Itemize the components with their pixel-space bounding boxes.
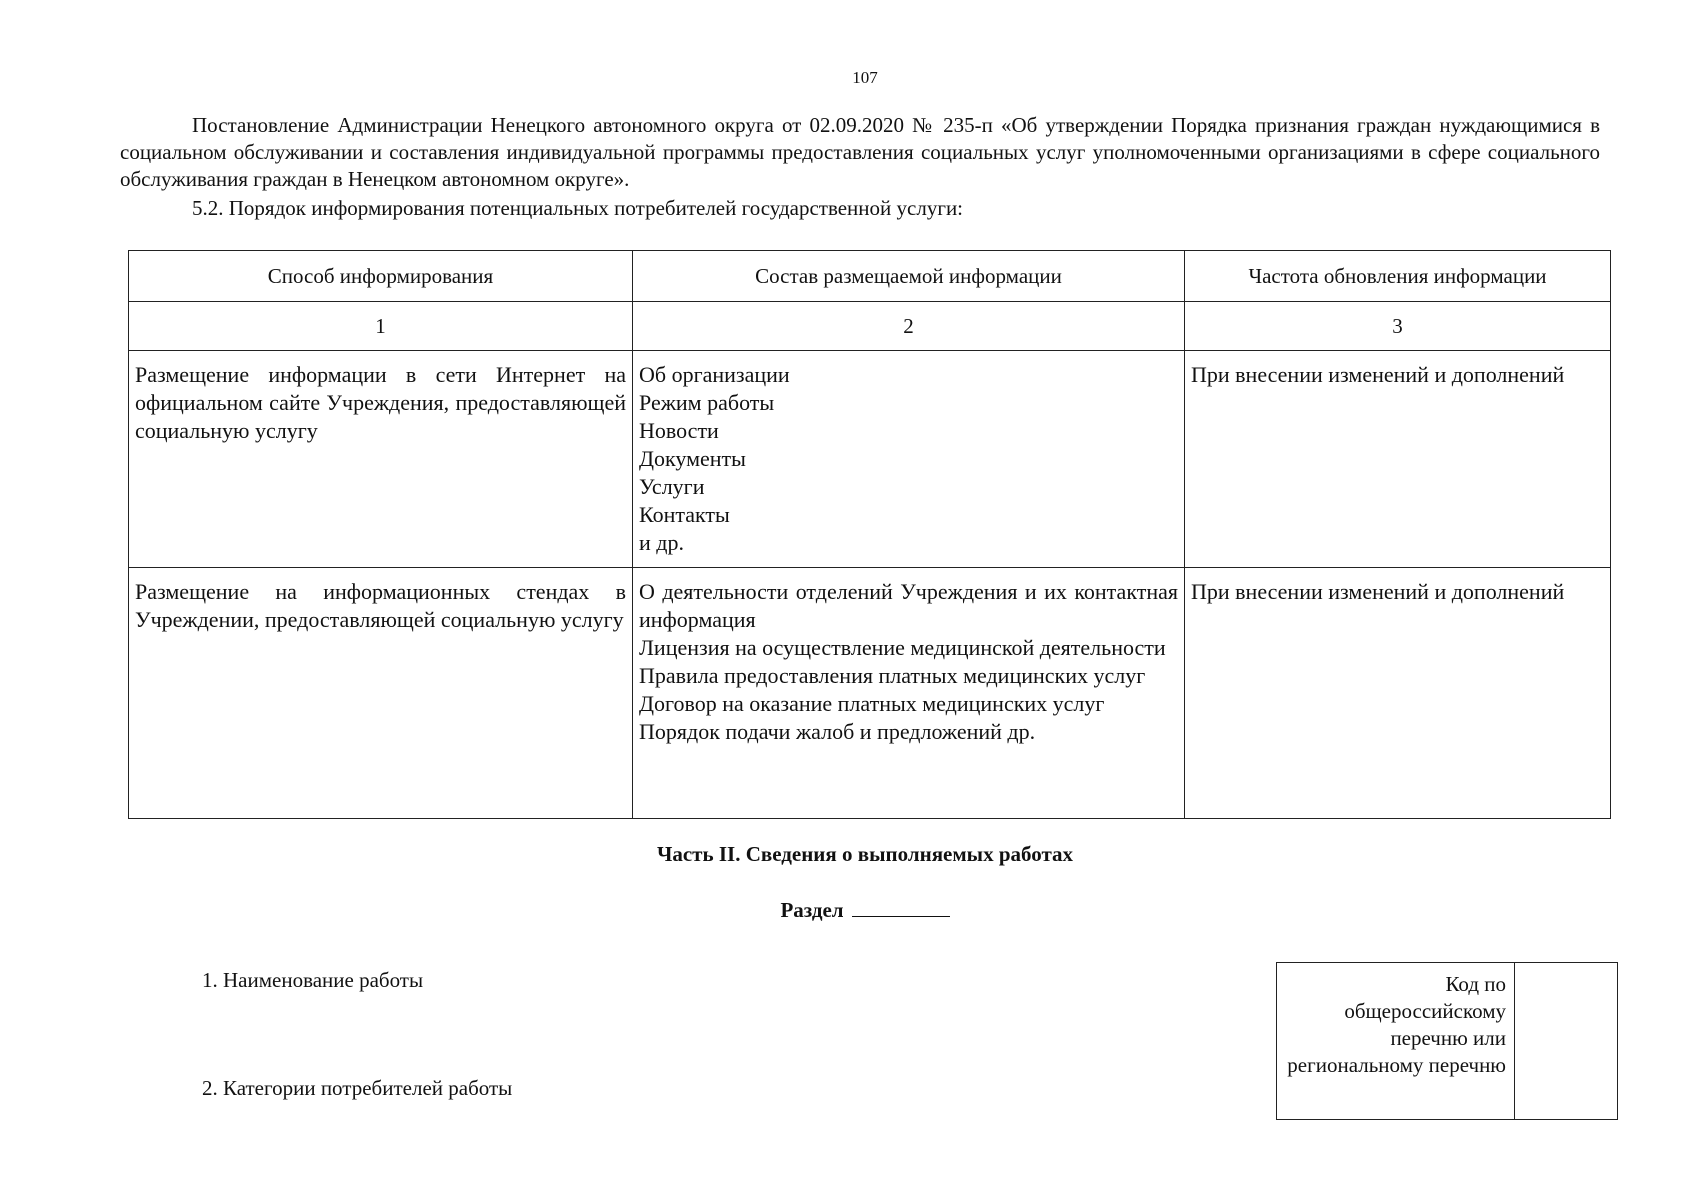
- row2-content-line: О деятельности отделений Учреждения и их контактная информация: [639, 579, 1178, 632]
- row1-content-line: Контакты: [639, 502, 730, 527]
- row2-content-line: Договор на оказание платных медицинских услуг: [639, 691, 1105, 716]
- work-consumers-label: 2. Категории потребителей работы: [202, 1076, 513, 1100]
- table-row: [129, 568, 1611, 819]
- column-number-1: 1: [129, 302, 633, 351]
- row1-content-line: Об организации: [639, 362, 790, 387]
- section-number-blank: [852, 898, 950, 917]
- row2-content-line: Лицензия на осуществление медицинской деятельности: [639, 635, 1166, 660]
- column-number-3: 3: [1185, 302, 1611, 351]
- code-box: [1276, 962, 1618, 1120]
- page-number: 107: [852, 68, 878, 87]
- table-number-row: [129, 302, 1611, 351]
- intro-paragraph: Постановление Администрации Ненецкого автономного округа от 02.09.2020 № 235-п «Об утверждении Порядка признания граждан нуждающимися в социальном обслуживании и составления индивидуальной программы предоставления социальных услуг уполномоченными организациями в сфере социального обслуживания граждан в Ненецком автономном округе».: [120, 113, 1600, 191]
- row2-content: [633, 568, 1185, 819]
- code-value: [1515, 963, 1617, 1119]
- row1-content-line: и др.: [639, 530, 684, 555]
- row1-content-line: Документы: [639, 446, 746, 471]
- row2-frequency: При внесении изменений и дополнений: [1185, 568, 1611, 819]
- header-content: Состав размещаемой информации: [633, 251, 1185, 302]
- row2-method: Размещение на информационных стендах в Учреждении, предоставляющей социальную услугу: [129, 568, 633, 819]
- table-header-row: [129, 251, 1611, 302]
- work-name-label: 1. Наименование работы: [202, 968, 424, 992]
- row1-content-line: Режим работы: [639, 390, 775, 415]
- row1-frequency: При внесении изменений и дополнений: [1185, 351, 1611, 568]
- row1-content: [633, 351, 1185, 568]
- row2-content-line: Порядок подачи жалоб и предложений др.: [639, 719, 1036, 744]
- section-title: Раздел: [780, 898, 844, 922]
- table-row: [129, 351, 1611, 568]
- informing-table: [128, 250, 1611, 819]
- code-label: Код по общероссийскому перечню или региональному перечню: [1277, 963, 1515, 1119]
- header-method: Способ информирования: [129, 251, 633, 302]
- column-number-2: 2: [633, 302, 1185, 351]
- section-heading: [0, 898, 1698, 923]
- row1-method: Размещение информации в сети Интернет на официальном сайте Учреждения, предоставляющей социальную услугу: [129, 351, 633, 568]
- part-title: Часть II. Сведения о выполняемых работах: [656, 842, 1074, 866]
- row1-content-line: Услуги: [639, 474, 705, 499]
- header-frequency: Частота обновления информации: [1185, 251, 1611, 302]
- row2-content-line: Правила предоставления платных медицинских услуг: [639, 663, 1146, 688]
- intro-subheading: 5.2. Порядок информирования потенциальных потребителей государственной услуги:: [192, 196, 964, 220]
- row1-content-line: Новости: [639, 418, 719, 443]
